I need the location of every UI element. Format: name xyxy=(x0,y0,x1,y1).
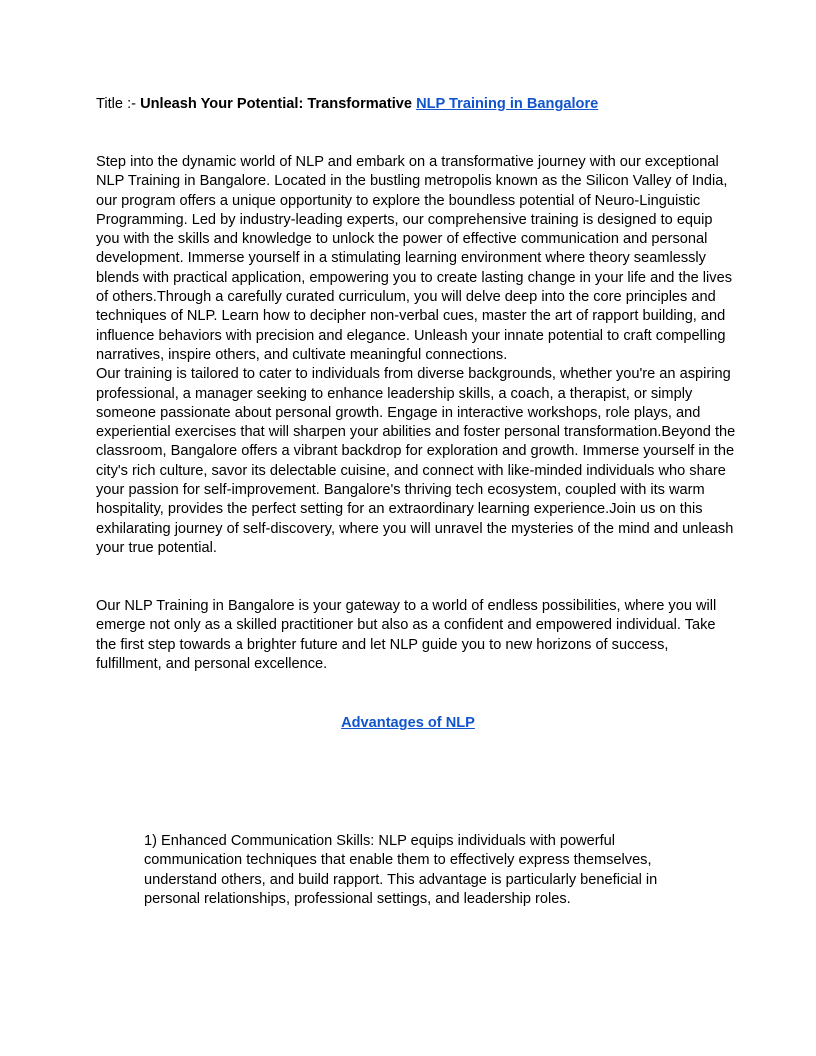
document-title xyxy=(96,95,598,114)
paragraph-training: Our training is tailored to cater to individuals from diverse backgrounds, whether you're an aspiring professional, a manager seeking to enhance leadership skills, a coach, a therapist, or simply someone passionate about personal growth. Engage in interactive workshops, role plays, and experiential exercises that will sharpen your abilities and foster personal transformation.Beyond the classroom, Bangalore offers a vibrant backdrop for exploration and growth. Immerse yourself in the city's rich culture, savor its delectable cuisine, and connect with like-minded individuals who share your passion for self-improvement. Bangalore's thriving tech ecosystem, coupled with its warm hospitality, provides the perfect setting for an extraordinary learning experience.Join us on this exhilarating journey of self-discovery, where you will unravel the mysteries of the mind and unleash your true potential. xyxy=(96,366,736,556)
paragraph-intro: Step into the dynamic world of NLP and embark on a transformative journey with our exceptional NLP Training in Bangalore. Located in the bustling metropolis known as the Silicon Valley of India, our program offers a unique opportunity to explore the boundless potential of Neuro-Linguistic Programming. Led by industry-leading experts, our comprehensive training is designed to equip you with the skills and knowledge to unlock the power of effective communication and personal development. Immerse yourself in a stimulating learning environment where theory seamlessly blends with practical application, empowering you to create lasting change in your life and the lives of others.Through a carefully curated curriculum, you will delve deep into the core principles and techniques of NLP. Learn how to decipher non-verbal cues, master the art of rapport building, and influence behaviors with precision and elegance. Unleash your innate potential to craft compelling narratives, inspire others, and cultivate meaningful connections. xyxy=(96,154,733,363)
advantages-list xyxy=(144,832,684,909)
paragraph-closing: Our NLP Training in Bangalore is your gateway to a world of endless possibilities, where you will emerge not only as a skilled practitioner but also as a confident and empowered individual. Take the first step towards a brighter future and let NLP guide you to new horizons of success, fulfillment, and personal excellence. xyxy=(96,598,717,672)
title-link[interactable]: NLP Training in Bangalore xyxy=(416,96,599,112)
advantages-heading-link[interactable]: Advantages of NLP xyxy=(341,715,475,731)
section-heading xyxy=(0,714,816,733)
closing-text-block xyxy=(96,597,736,674)
list-item: 1) Enhanced Communication Skills: NLP equips individuals with powerful communication techniques that enable them to effectively express themselves, understand others, and build rapport. This advantage is particularly beneficial in personal relationships, professional settings, and leadership roles. xyxy=(144,833,658,907)
title-prefix: Title :- xyxy=(96,96,141,112)
title-bold-text: Unleash Your Potential: Transformative xyxy=(140,96,417,112)
body-text-block xyxy=(96,153,736,558)
